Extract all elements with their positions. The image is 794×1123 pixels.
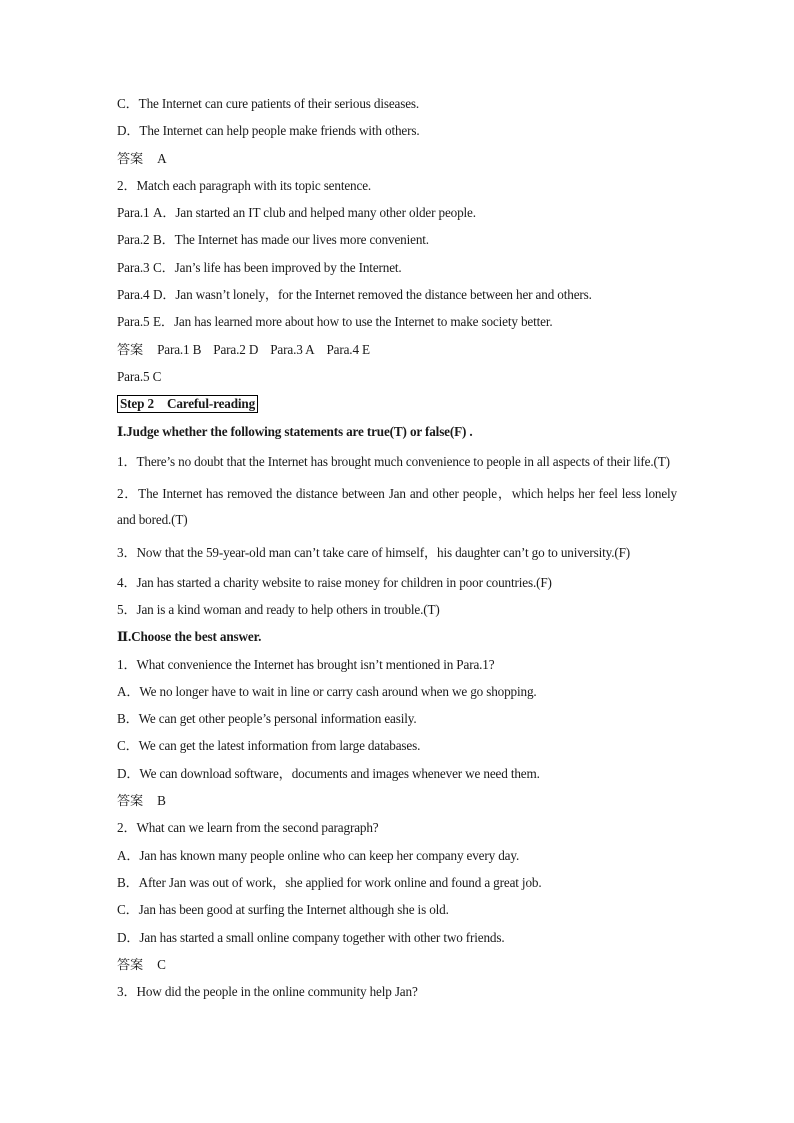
question-stem: 2．What can we learn from the second paragraph? xyxy=(117,820,379,836)
answer-label: 答案 xyxy=(117,341,144,357)
statement: 4．Jan has started a charity website to raise money for children in poor countries.(F) xyxy=(117,574,552,590)
answer-line xyxy=(117,791,677,818)
match-answer-last: Para.5 C xyxy=(117,368,162,384)
option-c: C．The Internet can cure patients of their serious diseases. xyxy=(117,96,420,111)
option: B．After Jan was out of work，she applied for work online and found a great job. xyxy=(117,874,542,890)
step-heading: Step 2 Careful-reading xyxy=(117,395,258,413)
option: D．We can download software，documents and images whenever we need them. xyxy=(117,765,540,781)
para-label: Para.1 xyxy=(117,205,150,221)
option: A．Jan has known many people online who can keep her company every day. xyxy=(117,847,520,863)
answer-item: Para.2 D xyxy=(213,341,259,357)
para-label: Para.3 xyxy=(117,259,150,275)
answer-line xyxy=(117,149,677,176)
option: A．We no longer have to wait in line or carry cash around when we go shopping. xyxy=(117,683,537,699)
worksheet-page xyxy=(117,94,677,1009)
match-row xyxy=(117,203,677,230)
answer-item: Para.4 E xyxy=(326,341,370,357)
topic-sentence: A．Jan started an IT club and helped many other older people. xyxy=(153,205,476,221)
option-d: D．The Internet can help people make friends with others. xyxy=(117,123,420,139)
answer-value: C xyxy=(157,956,166,972)
match-prompt: 2．Match each paragraph with its topic sentence. xyxy=(117,177,372,193)
section-title-true-false: Ⅰ.Judge whether the following statements are true(T) or false(F) . xyxy=(117,423,473,439)
answer-value: A xyxy=(157,150,167,166)
para-label: Para.2 xyxy=(117,232,150,248)
answer-label: 答案 xyxy=(117,793,144,809)
para-label: Para.4 xyxy=(117,287,150,303)
answer-line xyxy=(117,955,677,982)
topic-sentence: C．Jan’s life has been improved by the Internet. xyxy=(153,259,402,275)
option: B．We can get other people’s personal information easily. xyxy=(117,711,417,727)
option: C．Jan has been good at surfing the Internet although she is old. xyxy=(117,902,449,918)
match-row xyxy=(117,230,677,257)
answer-label: 答案 xyxy=(117,956,144,972)
para-label: Para.5 xyxy=(117,314,150,330)
step2-heading-line xyxy=(117,394,677,421)
option: C．We can get the latest information from large databases. xyxy=(117,738,421,754)
match-answer-line xyxy=(117,340,677,367)
statement: 3．Now that the 59-year-old man can’t take care of himself，his daughter can’t go to university.(F) xyxy=(117,545,631,561)
topic-sentence: D．Jan wasn’t lonely，for the Internet removed the distance between her and others. xyxy=(153,287,592,303)
question-stem: 3．How did the people in the online community help Jan? xyxy=(117,984,418,1000)
statement: 1．There’s no doubt that the Internet has brought much convenience to people in all aspects of their life.(T) xyxy=(117,453,670,469)
topic-sentence: E．Jan has learned more about how to use the Internet to make society better. xyxy=(153,314,553,330)
answer-item: Para.3 A xyxy=(270,341,315,357)
match-row xyxy=(117,312,677,339)
answer-value: B xyxy=(157,793,166,809)
section-title-choose: Ⅱ.Choose the best answer. xyxy=(117,629,262,645)
option: D．Jan has started a small online company together with other two friends. xyxy=(117,929,505,945)
topic-sentence: B．The Internet has made our lives more convenient. xyxy=(153,232,429,248)
match-row xyxy=(117,258,677,285)
question-stem: 1．What convenience the Internet has brought isn’t mentioned in Para.1? xyxy=(117,656,495,672)
statement: 5．Jan is a kind woman and ready to help others in trouble.(T) xyxy=(117,601,440,617)
answer-label: 答案 xyxy=(117,150,144,166)
answer-item: Para.1 B xyxy=(157,341,202,357)
match-row xyxy=(117,285,677,312)
statement: 2．The Internet has removed the distance between Jan and other people，which helps her feel less lonely and bored.(T) xyxy=(117,486,677,528)
